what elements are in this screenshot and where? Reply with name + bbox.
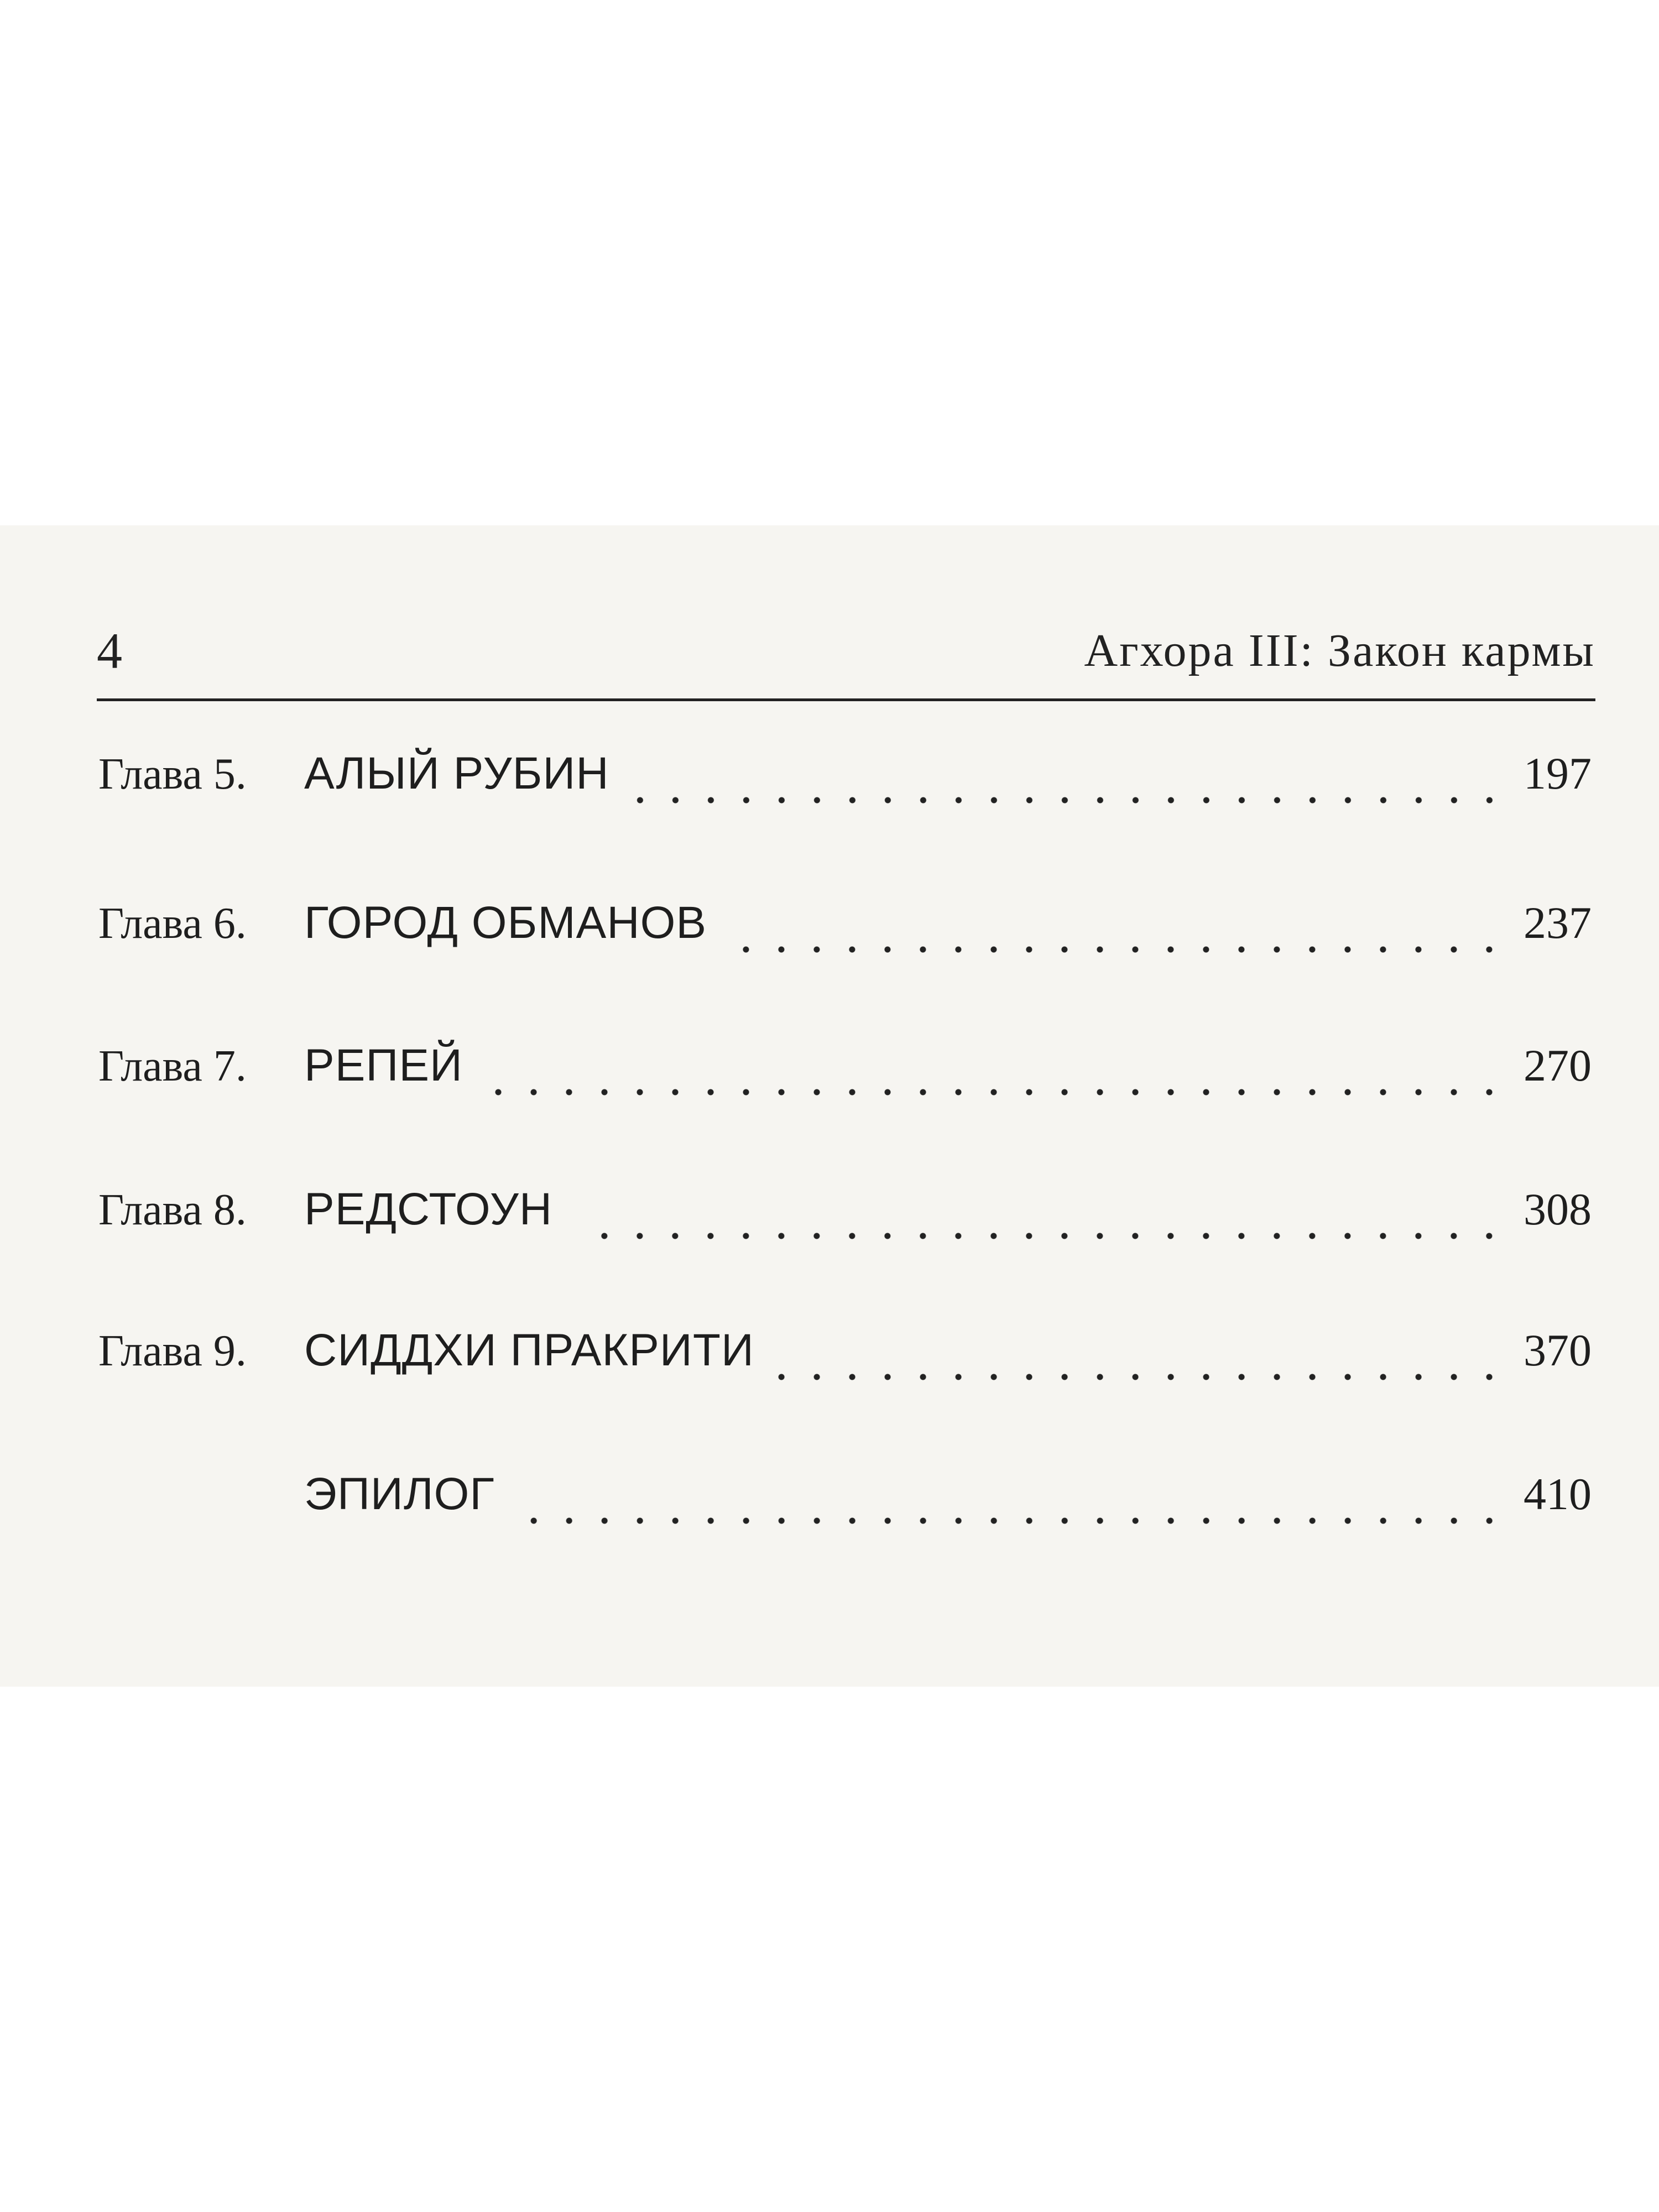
chapter-title: АЛЫЙ РУБИН	[304, 748, 609, 799]
page-reference: 308	[1524, 1184, 1592, 1234]
running-title: Агхора III: Закон кармы	[1084, 625, 1595, 676]
chapter-label: Глава 5.	[98, 750, 247, 799]
chapter-label: Глава 6.	[98, 899, 247, 948]
dot-leader	[632, 796, 1507, 804]
chapter-label: Глава 8.	[98, 1186, 247, 1234]
page-reference: 410	[1524, 1469, 1592, 1519]
chapter-title: РЕДСТОУН	[304, 1184, 553, 1234]
page-reference: 197	[1524, 748, 1592, 799]
chapter-title: ЭПИЛОГ	[304, 1469, 495, 1519]
toc-entry	[98, 1183, 1592, 1255]
dot-leader	[776, 1373, 1507, 1381]
chapter-label: Глава 9.	[98, 1327, 247, 1375]
dot-leader	[575, 1232, 1507, 1240]
toc-entry	[98, 748, 1592, 820]
dot-leader	[485, 1088, 1507, 1096]
page-number: 4	[97, 623, 122, 679]
chapter-label: Глава 7.	[98, 1042, 247, 1091]
chapter-title: СИДДХИ ПРАКРИТИ	[304, 1325, 754, 1375]
dot-leader	[517, 1517, 1507, 1525]
toc-entry	[98, 1324, 1592, 1396]
toc-entry	[98, 897, 1592, 969]
toc-entry	[98, 1040, 1592, 1112]
page-reference: 370	[1524, 1325, 1592, 1375]
chapter-title: ГОРОД ОБМАНОВ	[304, 898, 707, 948]
page-reference: 237	[1524, 898, 1592, 948]
dot-leader	[729, 946, 1507, 953]
page-reference: 270	[1524, 1040, 1592, 1091]
chapter-title: РЕПЕЙ	[304, 1040, 463, 1091]
page-header	[97, 618, 1595, 701]
toc-entry	[98, 1468, 1592, 1540]
